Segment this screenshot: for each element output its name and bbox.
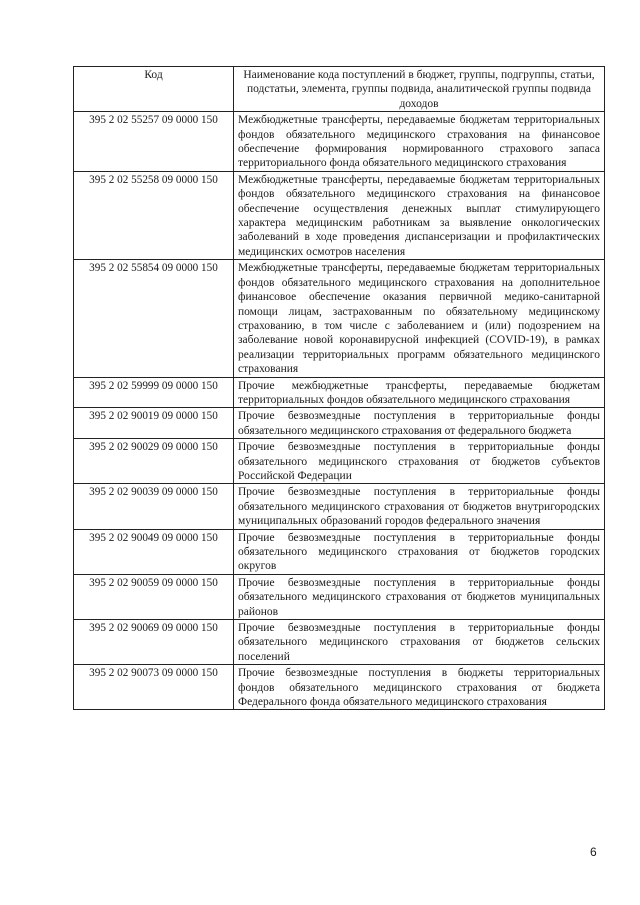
table-row (74, 665, 605, 710)
header-name: Наименование кода поступлений в бюджет, группы, подгруппы, статьи, подстатьи, элемента, группы подвида, аналитической группы подвида доходов (234, 67, 605, 112)
row-code: 395 2 02 90029 09 0000 150 (74, 439, 234, 484)
row-code: 395 2 02 90069 09 0000 150 (74, 620, 234, 665)
row-code: 395 2 02 90073 09 0000 150 (74, 665, 234, 710)
header-code: Код (74, 67, 234, 112)
row-name: Межбюджетные трансферты, передаваемые бюджетам территориальных фондов обязательного медицинского страхования на финансовое обеспечение осуществления денежных выплат стимулирующего характера медицинским работникам за выявление онкологических заболеваний в ходе проведения диспансеризации и профилактических медицинских осмотров населения (234, 171, 605, 259)
revenue-codes-table (73, 66, 605, 710)
row-code: 395 2 02 59999 09 0000 150 (74, 377, 234, 408)
row-code: 395 2 02 55257 09 0000 150 (74, 112, 234, 172)
row-code: 395 2 02 90059 09 0000 150 (74, 574, 234, 619)
row-code: 395 2 02 55258 09 0000 150 (74, 171, 234, 259)
table-row (74, 529, 605, 574)
row-name: Прочие межбюджетные трансферты, передаваемые бюджетам территориальных фондов обязательного медицинского страхования (234, 377, 605, 408)
row-name: Прочие безвозмездные поступления в территориальные фонды обязательного медицинского страхования от бюджетов внутригородских муниципальных образований городов федерального значения (234, 484, 605, 529)
row-name: Прочие безвозмездные поступления в территориальные фонды обязательного медицинского страхования от бюджетов сельских поселений (234, 620, 605, 665)
row-name: Прочие безвозмездные поступления в территориальные фонды обязательного медицинского страхования от бюджетов субъектов Российской Федерации (234, 439, 605, 484)
table-row (74, 377, 605, 408)
row-name: Прочие безвозмездные поступления в территориальные фонды обязательного медицинского страхования от федерального бюджета (234, 408, 605, 439)
table-row (74, 171, 605, 259)
row-code: 395 2 02 90049 09 0000 150 (74, 529, 234, 574)
table-row (74, 574, 605, 619)
row-name: Прочие безвозмездные поступления в бюджеты территориальных фондов обязательного медицинского страхования от бюджета Федерального фонда обязательного медицинского страхования (234, 665, 605, 710)
table-row (74, 620, 605, 665)
table-row (74, 260, 605, 377)
table-row (74, 408, 605, 439)
row-code: 395 2 02 90019 09 0000 150 (74, 408, 234, 439)
row-name: Межбюджетные трансферты, передаваемые бюджетам территориальных фондов обязательного медицинского страхования на финансовое обеспечение формирования нормированного страхового запаса территориального фонда обязательного медицинского страхования (234, 112, 605, 172)
row-name: Прочие безвозмездные поступления в территориальные фонды обязательного медицинского страхования от бюджетов муниципальных районов (234, 574, 605, 619)
page-number: 6 (590, 845, 597, 859)
row-name: Прочие безвозмездные поступления в территориальные фонды обязательного медицинского страхования от бюджетов городских округов (234, 529, 605, 574)
table-row (74, 439, 605, 484)
row-name: Межбюджетные трансферты, передаваемые бюджетам территориальных фондов обязательного медицинского страхования на дополнительное финансовое обеспечение оказания первичной медико-санитарной помощи лицам, застрахованным по обязательному медицинскому страхованию, в том числе с заболеванием и (или) подозрением на заболевание новой коронавирусной инфекцией (COVID-19), в рамках реализации территориальных программ обязательного медицинского страхования (234, 260, 605, 377)
row-code: 395 2 02 90039 09 0000 150 (74, 484, 234, 529)
table-row (74, 484, 605, 529)
table-row (74, 112, 605, 172)
row-code: 395 2 02 55854 09 0000 150 (74, 260, 234, 377)
table-header-row (74, 67, 605, 112)
